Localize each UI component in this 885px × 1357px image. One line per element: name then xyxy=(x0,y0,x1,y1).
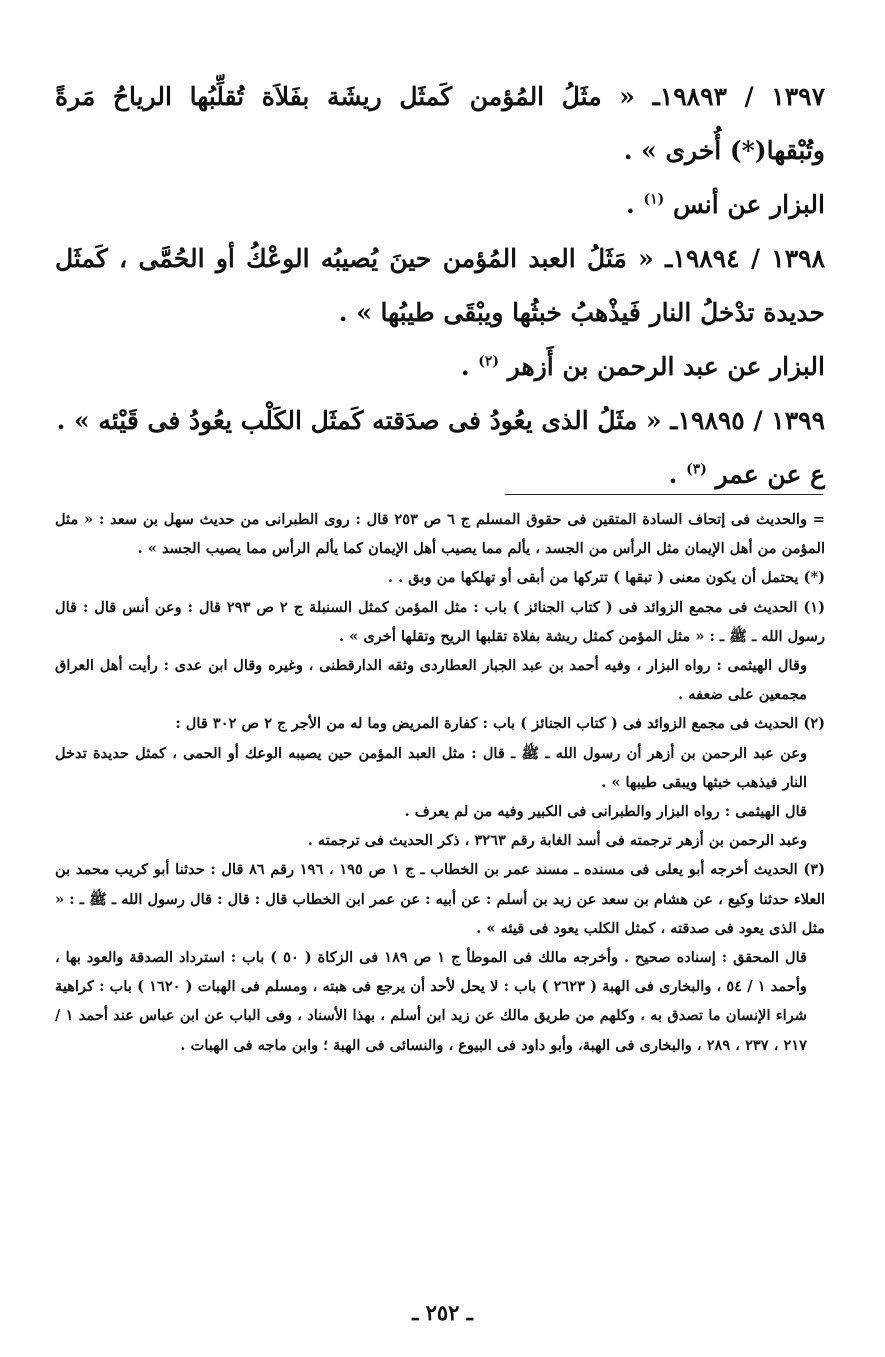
source-text: البزار عن أنس xyxy=(672,190,825,219)
footnote-2: (٢) الحديث فى مجمع الزوائد فى ( كتاب الجنائز ) باب : كفارة المريض وما له من الأجر ج ٢ ص ٣٠٢ قال : xyxy=(175,715,825,733)
hadith-1397-source: البزار عن أنس $^{(١)}$ . xyxy=(626,190,825,219)
footnote-ref: (٢) xyxy=(478,353,500,370)
footnote-divider xyxy=(505,494,823,495)
footnote-ref: (١) xyxy=(643,191,665,208)
hadith-1397: ١٣٩٧ / ١٩٨٩٣ـ « مثَلُ المُؤمن كَمثَل ريشَة بفَلاَة تُقلِّبُها الرياحُ مَرةً وتُبْقها(*) أُخرى » . xyxy=(55,82,825,165)
footnote-2-bio: وعبد الرحمن بن أزهر ترجمته فى أسد الغابة رقم ٣٢٦٣ ، ذكر الحديث فى ترجمته . xyxy=(307,832,807,850)
page-number: ـ ٢٥٢ ـ xyxy=(412,1300,473,1325)
footnote-3: (٣) الحديث أخرجه أبو يعلى فى مسنده ـ مسند عمر بن الخطاب ـ ج ١ ص ١٩٥ ، ١٩٦ رقم ٨٦ قال : حدثنا أبو كريب محمد بن العلاء حدثنا وكيع ، عن هشام بن سعد عن زيد بن أسلم : عن أبيه : عن عمر ابن الخطاب قال : قال : قال رسول الله ـ ﷺ ـ : « مثل الذى يعود فى صدقته ، كمثل الكلب يعود فى قيئه » . xyxy=(55,861,825,937)
main-text-block xyxy=(55,70,825,502)
footnote-asterisk: (*) يحتمل أن يكون معنى ( تبقها ) تتركها من أبقى أو تهلكها من وبق . . xyxy=(387,569,825,587)
footnote-2-comment: قال الهيثمى : رواه البزار والطبرانى فى الكبير وفيه من لم يعرف . xyxy=(404,803,807,821)
hadith-1399-source: ع عن عمر $^{(٣)}$ . xyxy=(668,460,825,489)
hadith-1398: ١٣٩٨ / ١٩٨٩٤ـ « مَثَلُ العبد المُؤمن حينَ يُصيبُه الوعْكُ أو الحُمَّى ، كَمثَل حديدة تدْخلُ النار فَيذْهبُ خبثُها ويبْقَى طيبُها » . xyxy=(55,244,825,327)
footnote-1-comment: وقال الهيثمى : رواه البزار ، وفيه أحمد بن عبد الجبار العطاردى وثقه الدارقطنى ، وغيره وقال ابن عدى : رأيت أهل العراق مجمعين على ضعفه . xyxy=(55,657,807,704)
hadith-1398-source: البزار عن عبد الرحمن بن أَزهر $^{(٢)}$ . xyxy=(460,352,825,381)
source-text: البزار عن عبد الرحمن بن أَزهر xyxy=(507,352,825,381)
footnote-continuation: = والحديث فى إتحاف السادة المتقين فى حقوق المسلم ج ٦ ص ٢٥٣ قال : روى الطبرانى من حديث سهل بن سعد : « مثل المؤمن من أهل الإيمان مثل الرأس من الجسد ، يألم مما يصيب أهل الإيمان كما يألم الرأس مما يصيب الجسد » . xyxy=(55,511,826,558)
hadith-1399: ١٣٩٩ / ١٩٨٩٥ـ « مثَلُ الذى يعُودُ فى صدَقته كَمثَل الكَلْب يعُودُ فى قَيْئه » . xyxy=(56,406,825,435)
footnotes-block xyxy=(55,505,825,1060)
footnote-ref: (٣) xyxy=(686,461,707,478)
footnote-2-text: وعن عبد الرحمن بن أزهر أن رسول الله ـ ﷺ ـ قال : مثل العبد المؤمن حين يصيبه الوعك أو الحمى ، كمثل حديدة تدخل النار فيذهب خبثها ويبقى طيبها » . xyxy=(55,744,807,791)
footnote-3-comment: قال المحقق : إسناده صحيح . وأخرجه مالك فى الموطأ ج ١ ص ١٨٩ فى الزكاة ( ٥٠ ) باب : استرداد الصدقة والعود بها ، وأحمد ١ / ٥٤ ، والبخارى فى الهبة ( ٢٦٢٣ ) باب : لا يحل لأحد أن يرجع فى هبته ، ومسلم فى الهبات ( ١٦٢٠ ) باب : كراهية شراء الإنسان ما تصدق به ، وكلهم من طريق مالك عن زيد ابن أسلم ، بهذا الأسناد ، وفى الباب عن ابن عباس عند أحمد ١ / ٢١٧ ، ٢٣٧ ، ٢٨٩ ، والبخارى فى الهبة، وأبو داود فى البيوع ، والنسائى فى الهبة ؛ وابن ماجه فى الهبات . xyxy=(55,949,808,1054)
footnote-1: (١) الحديث فى مجمع الزوائد فى ( كتاب الجنائز ) باب : مثل المؤمن كمثل السنبلة ج ٢ ص ٢٩٣ قال : وعن أنس قال : قال رسول الله ـ ﷺ ـ : « مثل المؤمن كمثل ريشة بفلاة تقلبها الريح وتقلها أخرى » . xyxy=(55,598,825,645)
source-text: ع عن عمر xyxy=(715,460,825,489)
